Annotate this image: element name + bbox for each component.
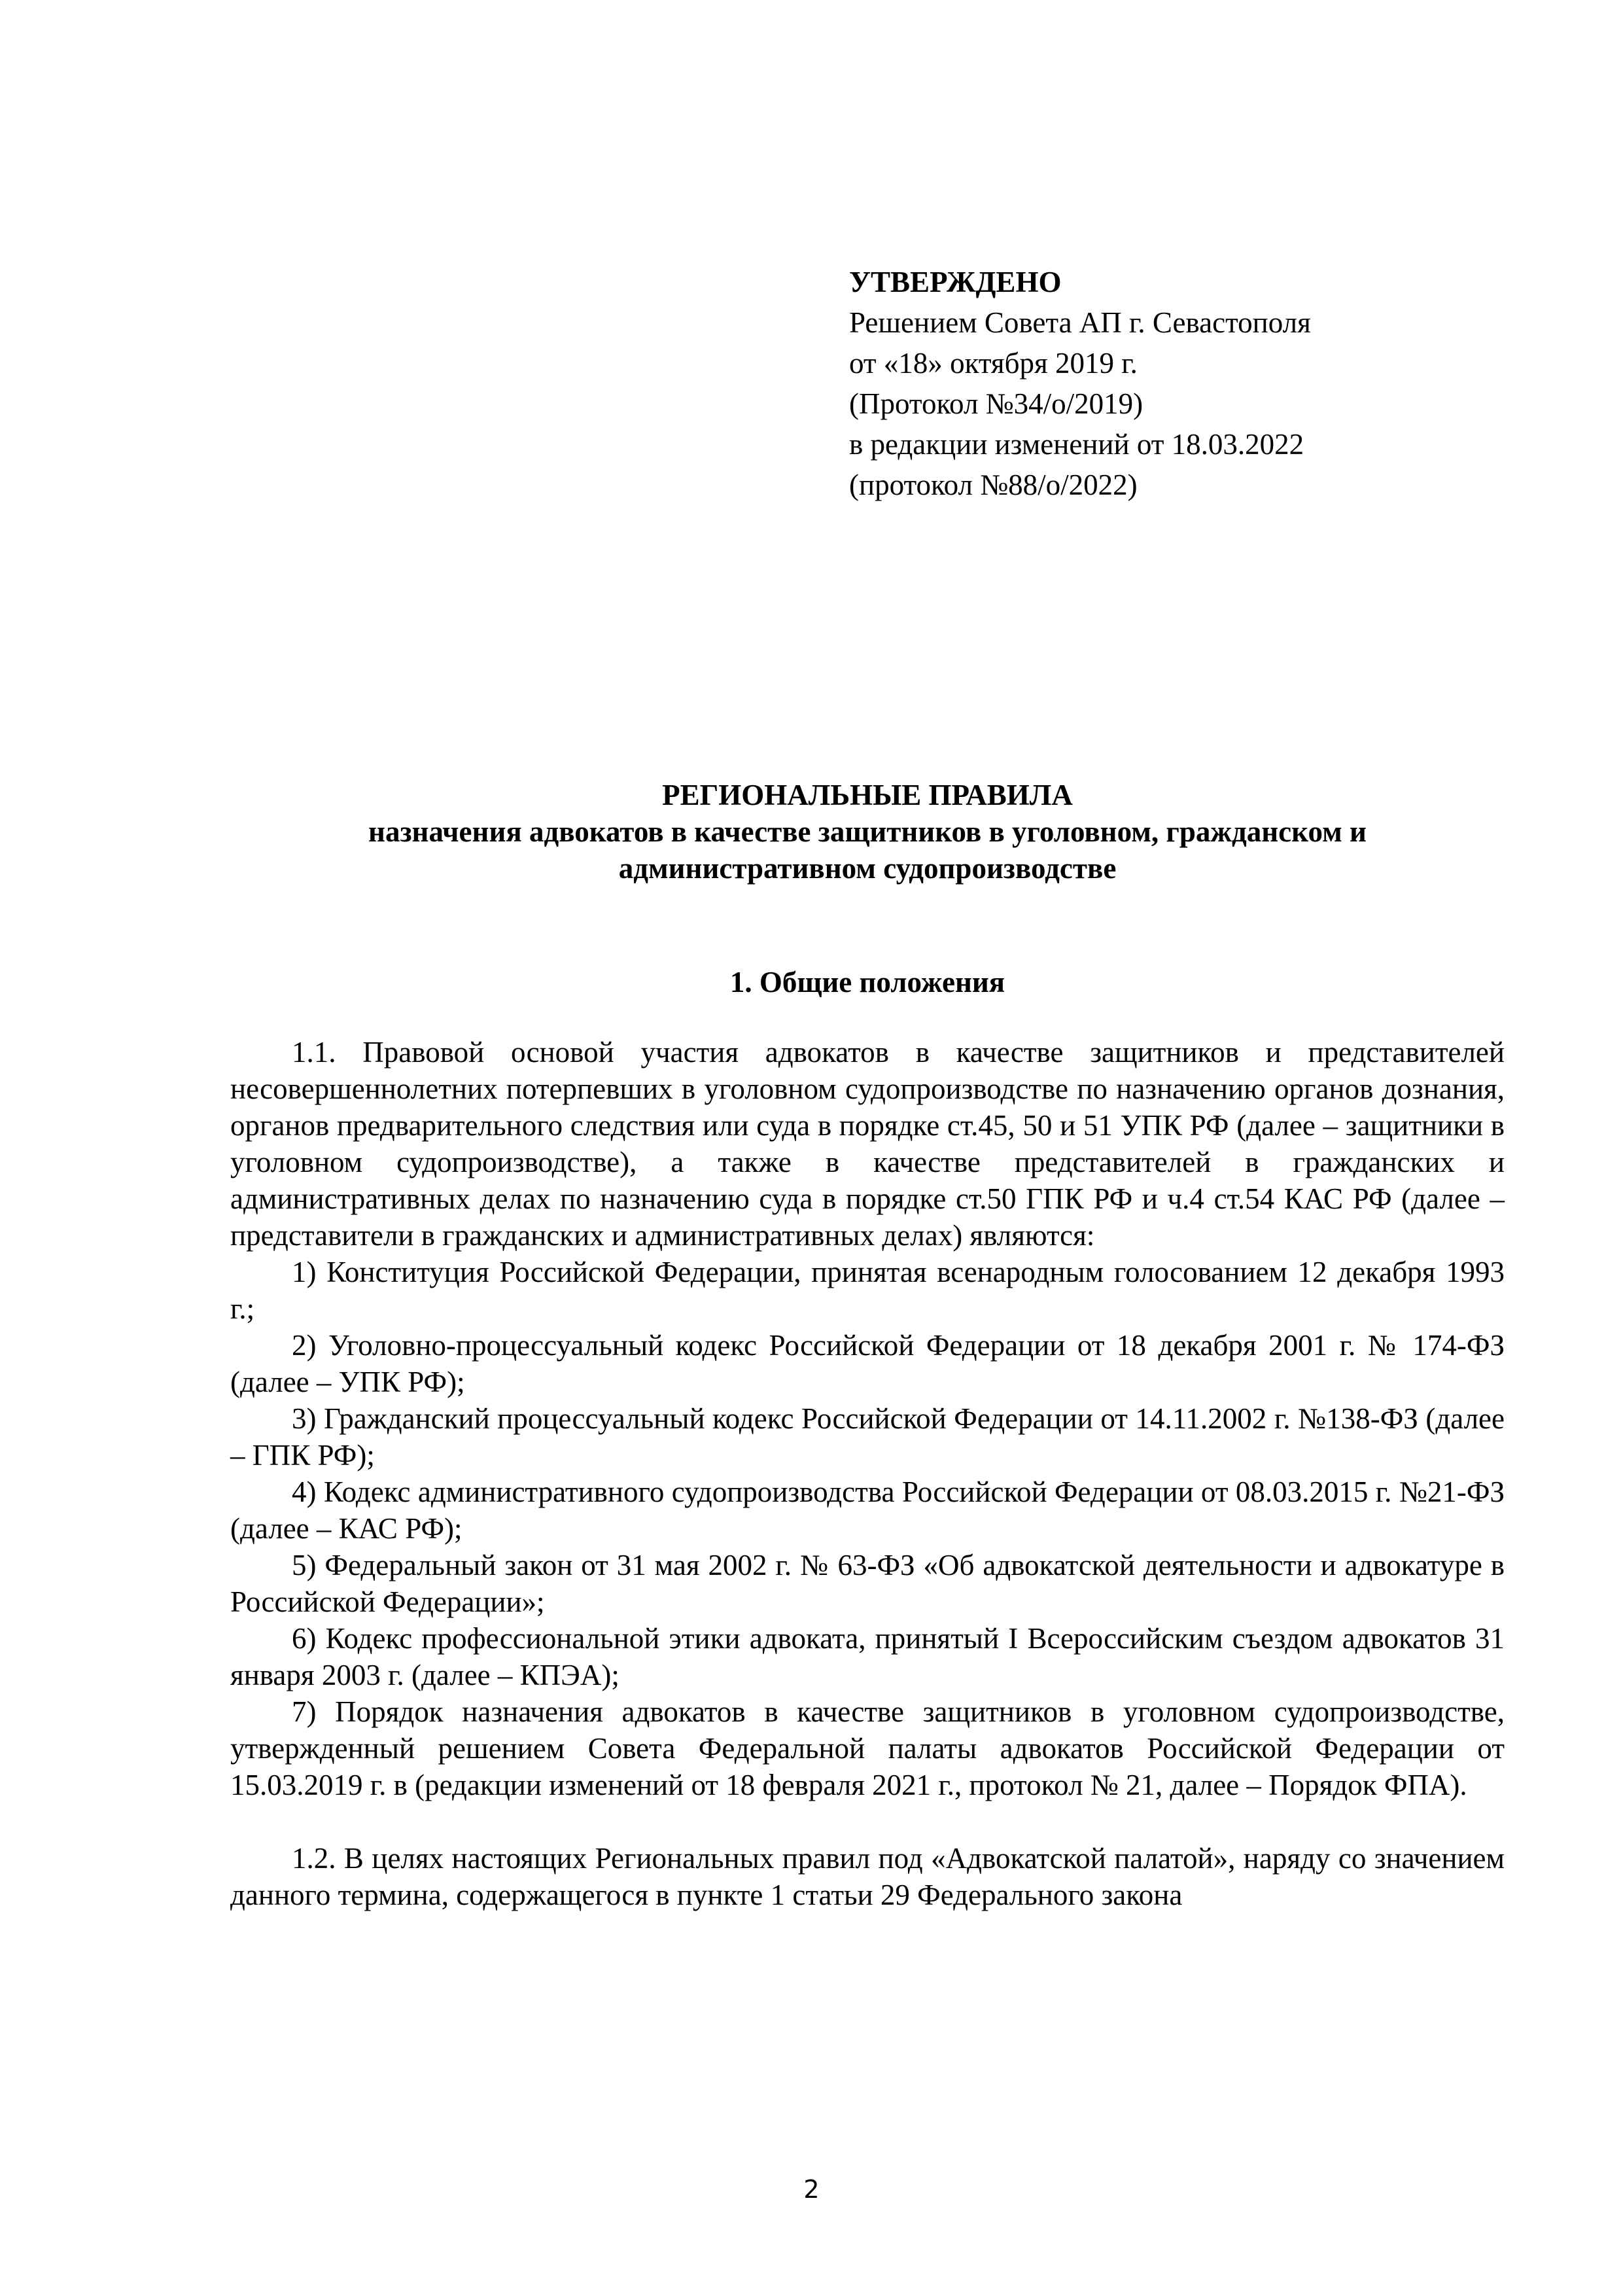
document-subtitle-line: административном судопроизводстве xyxy=(618,852,1117,885)
list-item: 2) Уголовно-процессуальный кодекс Российской Федерации от 18 декабря 2001 г. № 174-ФЗ (далее – УПК РФ); xyxy=(230,1329,1505,1398)
approval-title: УТВЕРЖДЕНО xyxy=(849,266,1062,298)
approval-line: (Протокол №34/о/2019) xyxy=(849,387,1143,420)
paragraph: 1.1. Правовой основой участия адвокатов в качестве защитников и представителей несовершеннолетних потерпевших в уголовном судопроизводстве по назначению органов дознания, органов предварительного следствия или суда в порядке ст.45, 50 и 51 УПК РФ (далее – защитники в уголовном судопроизводстве), а также в качестве представителей в гражданских и административных делах по назначению суда в порядке ст.50 ГПК РФ и ч.4 ст.54 КАС РФ (далее – представители в гражданских и административных делах) являются: xyxy=(230,1036,1505,1252)
list-item: 5) Федеральный закон от 31 мая 2002 г. № 63-ФЗ «Об адвокатской деятельности и адвокатуре в Российской Федерации»; xyxy=(230,1549,1505,1618)
list-item: 4) Кодекс административного судопроизводства Российской Федерации от 08.03.2015 г. №21-ФЗ (далее – КАС РФ); xyxy=(230,1475,1505,1545)
approval-line: от «18» октября 2019 г. xyxy=(849,347,1138,380)
page-number: 2 xyxy=(803,2175,820,2204)
list-item: 1) Конституция Российской Федерации, принятая всенародным голосованием 12 декабря 1993 г.; xyxy=(230,1256,1505,1325)
document-title-main: РЕГИОНАЛЬНЫЕ ПРАВИЛА xyxy=(662,779,1073,811)
approval-line: Решением Совета АП г. Севастополя xyxy=(849,306,1311,339)
list-item: 6) Кодекс профессиональной этики адвоката, принятый I Всероссийским съездом адвокатов 31 января 2003 г. (далее – КПЭА); xyxy=(230,1622,1505,1691)
approval-line: (протокол №88/о/2022) xyxy=(849,468,1138,501)
section-heading: 1. Общие положения xyxy=(729,966,1005,998)
section-body xyxy=(230,1034,1505,1913)
list-item: 7) Порядок назначения адвокатов в качестве защитников в уголовном судопроизводстве, утвержденный решением Совета Федеральной палаты адвокатов Российской Федерации от 15.03.2019 г. в (редакции изменений от 18 февраля 2021 г., протокол № 21, далее – Порядок ФПА). xyxy=(230,1695,1505,1801)
approval-block xyxy=(849,262,1503,505)
document-subtitle-line: назначения адвокатов в качестве защитников в уголовном, гражданском и xyxy=(368,815,1367,848)
list-item: 3) Гражданский процессуальный кодекс Российской Федерации от 14.11.2002 г. №138-ФЗ (далее – ГПК РФ); xyxy=(230,1402,1505,1472)
paragraph: 1.2. В целях настоящих Региональных правил под «Адвокатской палатой», наряду со значением данного термина, содержащегося в пункте 1 статьи 29 Федерального закона xyxy=(230,1842,1505,1911)
approval-line: в редакции изменений от 18.03.2022 xyxy=(849,428,1304,461)
document-title xyxy=(230,777,1505,887)
